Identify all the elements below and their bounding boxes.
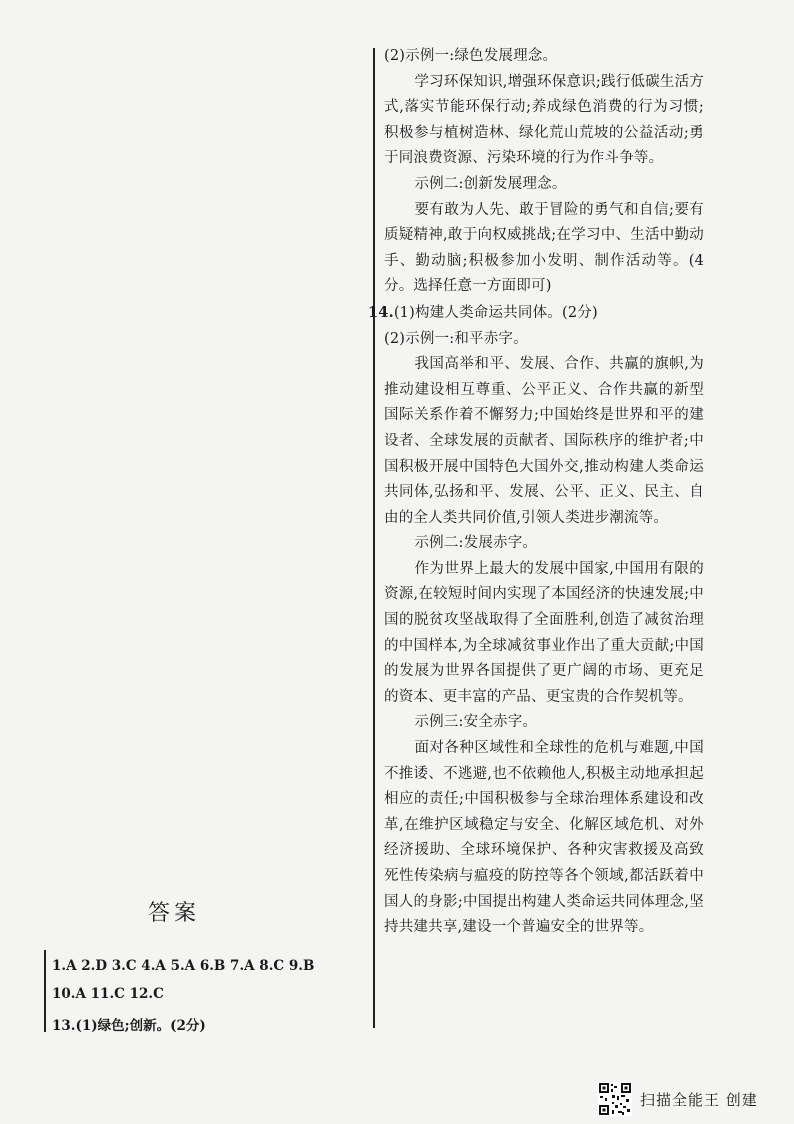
q14-example-2-heading: 示例二:发展赤字。: [414, 535, 538, 552]
question-14-part-1: [368, 300, 704, 327]
answer-line-2: 10.A 11.C 12.C: [52, 986, 164, 1002]
q14-example-2-body: 作为世界上最大的发展中国家,中国用有限的资源,在较短时间内实现了本国经济的快速发展;中国的脱贫攻坚战取得了全面胜利,创造了减贫治理的中国样本,为全球减贫事业作出了重大贡献;中国的发展为世界各国提供了更广阔的市场、更充足的资本、更丰富的产品、更宝贵的合作契机等。: [384, 560, 704, 705]
example-1-heading: (2)示例一:绿色发展理念。: [384, 48, 558, 64]
example-1-body: 学习环保知识,增强环保意识;践行低碳生活方式,落实节能环保行动;养成绿色消费的行为习惯;积极参与植树造林、绿化荒山荒坡的公益活动;勇于同浪费资源、污染环境的行为作斗争等。: [384, 73, 704, 167]
question-14-number: 14.: [368, 303, 394, 321]
answer-key-box: [44, 948, 369, 1034]
answer-line-3: 13.(1)绿色;创新。(2分): [52, 1018, 206, 1034]
q14-example-3-heading: 示例三:安全赤字。: [414, 714, 538, 731]
scanner-watermark: [598, 1082, 758, 1116]
answers-title: 答案: [148, 901, 201, 926]
q14-example-1-heading: (2)示例一:和平赤字。: [384, 330, 528, 347]
example-2-heading: 示例二:创新发展理念。: [414, 175, 567, 192]
q14-example-3-body: 面对各种区域性和全球性的危机与难题,中国不推诿、不逃避,也不依赖他人,积极主动地承担起相应的责任;中国积极参与全球治理体系建设和改革,在维护区域稳定与安全、化解区域危机、对外经济援助、全球环境保护、各种灾害救援及高致死性传染病与瘟疫的防控等各个领域,都活跃着中国人的身影;中国提出构建人类命运共同体理念,坚持共建共享,建设一个普遍安全的世界等。: [384, 740, 704, 936]
q14-example-1-body: 我国高举和平、发展、合作、共赢的旗帜,为推动建设相互尊重、公平正义、合作共赢的新型国际关系作着不懈努力;中国始终是世界和平的建设者、全球发展的贡献者、国际秩序的维护者;中国积极开展中国特色大国外交,推动构建人类命运共同体,弘扬和平、发展、公平、正义、民主、自由的全人类共同价值,引领人类进步潮流等。: [384, 356, 704, 526]
example-2-body: 要有敢为人先、敢于冒险的勇气和自信;要有质疑精神,敢于向权威挑战;在学习中、生活中勤动手、勤动脑;积极参加小发明、制作活动等。(4分。选择任意一方面即可): [384, 201, 704, 295]
answer-box-border: [44, 950, 46, 1032]
scanner-credit-text: 扫描全能王 创建: [640, 1090, 758, 1109]
column-divider: [373, 48, 375, 1028]
answer-line-1: 1.A 2.D 3.C 4.A 5.A 6.B 7.A 8.C 9.B: [52, 958, 315, 974]
question-14-answer: (1)构建人类命运共同体。(2分): [393, 304, 598, 321]
qr-code-icon: [598, 1082, 632, 1116]
right-column: [368, 44, 704, 941]
